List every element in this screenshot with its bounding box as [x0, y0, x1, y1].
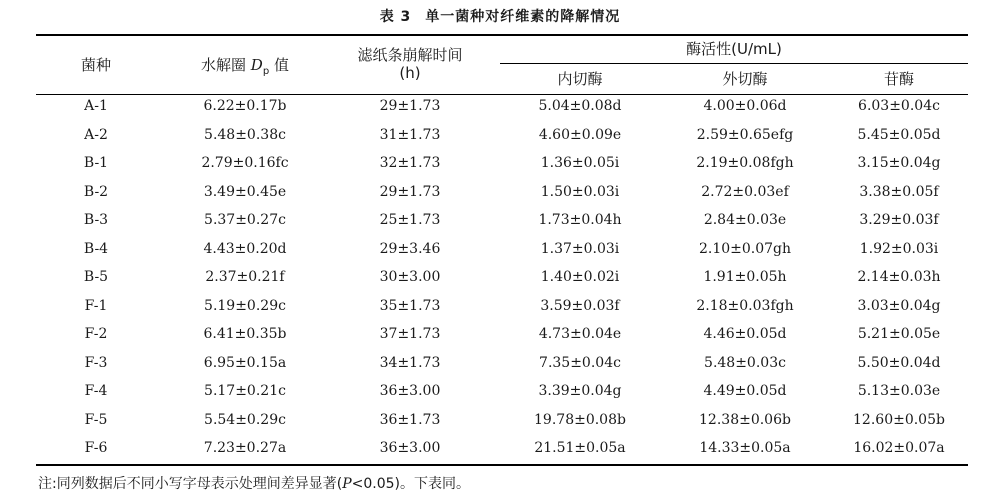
footnote-var: P: [342, 476, 352, 492]
cell-exo: 2.84±0.03e: [703, 212, 787, 228]
cell-gluc: 6.03±0.04c: [858, 98, 940, 114]
cell-endo: 4.73±0.04e: [538, 326, 622, 342]
cell-strain: B-2: [83, 183, 109, 200]
cell-gluc: 3.03±0.04g: [857, 297, 941, 314]
cell-gluc: 2.14±0.03h: [857, 269, 941, 285]
cell-time: 25±1.73: [379, 212, 441, 228]
cell-gluc: 16.02±0.07a: [853, 440, 945, 456]
cell-strain: F-6: [84, 440, 108, 456]
cell-endo: 3.39±0.04g: [538, 383, 622, 399]
cell-exo: 1.91±0.05h: [703, 269, 787, 285]
table-row: [36, 434, 968, 462]
cell-endo: 1.36±0.05i: [540, 155, 620, 171]
cell-endo: 1.73±0.04h: [538, 212, 622, 228]
cell-halo: 2.37±0.21f: [205, 269, 285, 285]
cell-endo: 4.60±0.09e: [538, 126, 622, 143]
cell-halo: 7.23±0.27a: [203, 440, 287, 456]
table-row: [36, 149, 968, 177]
cell-gluc: 5.13±0.03e: [857, 383, 941, 399]
cell-endo: 21.51±0.05a: [534, 440, 626, 456]
cell-exo: 14.33±0.05a: [699, 440, 791, 456]
cell-strain: A-1: [84, 98, 108, 114]
cell-exo: 2.10±0.07gh: [698, 240, 792, 257]
cell-gluc: 5.45±0.05d: [857, 126, 941, 143]
cell-gluc: 3.38±0.05f: [859, 183, 939, 200]
cell-strain: F-1: [84, 297, 108, 314]
header-halo-var: D: [250, 56, 263, 74]
cell-endo: 1.50±0.03i: [540, 183, 620, 200]
cell-exo: 4.46±0.05d: [703, 326, 787, 342]
table-caption: [0, 6, 1000, 26]
cell-exo: 2.19±0.08fgh: [696, 155, 794, 171]
header-exo: 外切酶: [722, 70, 768, 88]
cell-endo: 7.35±0.04c: [539, 354, 621, 371]
cell-halo: 5.37±0.27c: [204, 212, 286, 228]
cell-halo: 5.54±0.29c: [204, 411, 286, 428]
table-row: [36, 292, 968, 320]
cell-halo: 4.43±0.20d: [203, 240, 287, 257]
caption-number: 表 3: [379, 9, 412, 25]
header-strain: 菌种: [80, 56, 111, 74]
cell-time: 36±3.00: [379, 383, 441, 399]
cell-halo: 3.49±0.45e: [203, 183, 287, 200]
table-row: [36, 92, 968, 120]
cell-endo: 1.40±0.02i: [540, 269, 620, 285]
table-row: [36, 178, 968, 206]
header-halo-suffix: 值: [273, 56, 289, 74]
header-halo: [170, 56, 320, 81]
cell-strain: F-4: [84, 383, 108, 399]
header-endo: 内切酶: [557, 70, 603, 88]
cell-endo: 1.37±0.03i: [540, 240, 620, 257]
table-footnote: [38, 473, 470, 493]
cell-strain: B-1: [83, 155, 109, 171]
cell-exo: 5.48±0.03c: [704, 354, 786, 371]
cell-gluc: 5.50±0.04d: [857, 354, 941, 371]
cell-time: 36±3.00: [379, 440, 441, 456]
cell-strain: F-2: [84, 326, 108, 342]
footnote-suffix: )。下表同。: [394, 476, 470, 492]
table-row: [36, 206, 968, 234]
cell-endo: 19.78±0.08b: [534, 411, 626, 428]
cell-exo: 12.38±0.06b: [699, 411, 791, 428]
header-filter-line1: 滤纸条崩解时间: [357, 46, 463, 64]
header-filter-time: [330, 46, 490, 82]
cell-halo: 5.48±0.38c: [204, 126, 286, 143]
cell-time: 32±1.73: [379, 155, 441, 171]
cell-time: 36±1.73: [379, 411, 441, 428]
cell-gluc: 3.29±0.03f: [859, 212, 939, 228]
cell-gluc: 5.21±0.05e: [857, 326, 941, 342]
cell-strain: F-5: [84, 411, 108, 428]
cell-strain: A-2: [84, 126, 108, 143]
cell-endo: 3.59±0.03f: [540, 297, 620, 314]
header-glucosidase: 苷酶: [883, 70, 914, 88]
cell-time: 29±1.73: [379, 98, 441, 114]
cell-exo: 2.59±0.65efg: [696, 126, 794, 143]
footnote-prefix: 注:同列数据后不同小写字母表示处理间差异显著(: [38, 476, 343, 492]
header-filter-line2: (h): [399, 64, 421, 82]
cell-time: 30±3.00: [379, 269, 441, 285]
cell-gluc: 3.15±0.04g: [857, 155, 941, 171]
cell-halo: 2.79±0.16fc: [201, 155, 289, 171]
cell-halo: 5.17±0.21c: [204, 383, 286, 399]
cell-time: 29±1.73: [379, 183, 441, 200]
cell-strain: B-4: [83, 240, 109, 257]
caption-title: 单一菌种对纤维素的降解情况: [425, 9, 621, 25]
cell-halo: 5.19±0.29c: [204, 297, 286, 314]
table-row: [36, 349, 968, 377]
cell-strain: F-3: [84, 354, 108, 371]
bottom-rule: [36, 464, 968, 466]
header-halo-sub: p: [262, 66, 270, 77]
cell-time: 31±1.73: [379, 126, 441, 143]
table-row: [36, 121, 968, 149]
footnote-cond: <0.05: [351, 476, 395, 492]
table-row: [36, 377, 968, 405]
cell-strain: B-5: [83, 269, 109, 285]
cell-exo: 4.49±0.05d: [703, 383, 787, 399]
cell-halo: 6.41±0.35b: [203, 326, 287, 342]
enzyme-subheader-rule: [500, 63, 968, 64]
cell-endo: 5.04±0.08d: [538, 98, 622, 114]
header-enzyme-group: 酶活性(U/mL): [686, 40, 782, 58]
table-row: [36, 320, 968, 348]
cell-time: 37±1.73: [379, 326, 441, 342]
header-halo-prefix: 水解圈: [201, 56, 247, 74]
cell-gluc: 12.60±0.05b: [853, 411, 945, 428]
cell-exo: 2.18±0.03fgh: [696, 297, 794, 314]
table-row: [36, 235, 968, 263]
cell-strain: B-3: [83, 212, 109, 228]
top-rule: [36, 34, 968, 36]
cell-time: 29±3.46: [379, 240, 441, 257]
cell-time: 34±1.73: [379, 354, 441, 371]
cell-halo: 6.95±0.15a: [203, 354, 287, 371]
cell-exo: 4.00±0.06d: [703, 98, 787, 114]
cell-exo: 2.72±0.03ef: [701, 183, 789, 200]
cell-halo: 6.22±0.17b: [203, 98, 287, 114]
cell-time: 35±1.73: [379, 297, 441, 314]
table-row: [36, 406, 968, 434]
cell-gluc: 1.92±0.03i: [859, 240, 939, 257]
table-row: [36, 263, 968, 291]
